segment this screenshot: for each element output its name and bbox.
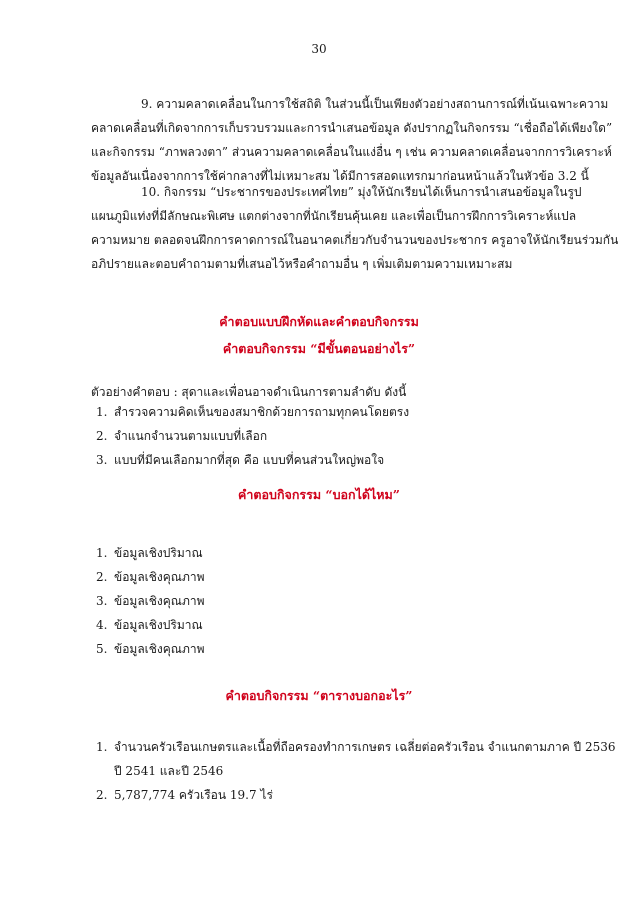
text-line: 9. ความคลาดเคลื่อนในการใช้สถิติ ในส่วนนี้เป็นเพียงตัวอย่างสถานการณ์ที่เน้นเฉพาะความ xyxy=(141,97,609,111)
paragraph-item-9 xyxy=(91,92,613,188)
list-item-continuation: ปี 2541 และปี 2546 xyxy=(114,764,224,778)
list-item: 3. ข้อมูลเชิงคุณภาพ xyxy=(96,594,205,608)
text-line: แผนภูมิแท่งที่มีลักษณะพิเศษ แตกต่างจากที่นักเรียนคุ้นเคย และเพื่อเป็นการฝึกการวิเคราะห์แปล xyxy=(91,209,577,223)
text-line: ข้อมูลอันเนื่องจากการใช้ค่ากลางที่ไม่เหมาะสม ได้มีการสอดแทรกมาก่อนหน้าแล้วในหัวข้อ 3.2 นี้ xyxy=(91,169,589,183)
paragraph-item-10 xyxy=(91,180,619,276)
list-item: 1. จำนวนครัวเรือนเกษตรและเนื้อที่ถือครองทำการเกษตร เฉลี่ยต่อครัวเรือน จำแนกตามภาค ปี 2536 ปี 2541 และปี 2546 xyxy=(96,735,616,783)
text-line: ความหมาย ตลอดจนฝึกการคาดการณ์ในอนาคตเกี่ยวกับจำนวนของประชากร ครูอาจให้นักเรียนร่วมกัน xyxy=(91,233,619,247)
section-heading-can-you-tell: คำตอบกิจกรรม “บอกได้ไหม” xyxy=(238,487,400,502)
main-heading: คำตอบแบบฝึกหัดและคำตอบกิจกรรม xyxy=(219,314,419,329)
text-line: และกิจกรรม “ภาพลวงตา” ส่วนความคลาดเคลื่อนในแง่อื่น ๆ เช่น ความคลาดเคลื่อนจากการวิเคราะห์ xyxy=(91,145,612,159)
section-heading-steps: คำตอบกิจกรรม “มีขั้นตอนอย่างไร” xyxy=(222,341,416,356)
list-item: 4. ข้อมูลเชิงปริมาณ xyxy=(96,618,203,632)
text-line: คลาดเคลื่อนที่เกิดจากการเก็บรวบรวมและการนำเสนอข้อมูล ดังปรากฏในกิจกรรม “เชื่อถือได้เพียงใด” xyxy=(91,121,613,135)
list-item: 1. ข้อมูลเชิงปริมาณ xyxy=(96,546,203,560)
data-type-answer-list xyxy=(96,541,205,661)
list-item: 5. ข้อมูลเชิงคุณภาพ xyxy=(96,642,205,656)
list-item: 2. จำแนกจำนวนตามแบบที่เลือก xyxy=(96,429,268,443)
list-item: 1. สำรวจความคิดเห็นของสมาชิกด้วยการถามทุกคนโดยตรง xyxy=(96,405,410,419)
steps-answer-list xyxy=(96,400,409,472)
table-answer-list xyxy=(96,735,616,807)
list-item: 2. ข้อมูลเชิงคุณภาพ xyxy=(96,570,205,584)
list-item: 2. 5,787,774 ครัวเรือน 19.7 ไร่ xyxy=(96,788,273,802)
section-heading-table: คำตอบกิจกรรม “ตารางบอกอะไร” xyxy=(225,688,413,703)
list-item: 3. แบบที่มีคนเลือกมากที่สุด คือ แบบที่คนส่วนใหญ่พอใจ xyxy=(96,453,385,467)
answer-intro: ตัวอย่างคำตอบ : สุดาและเพื่อนอาจดำเนินการตามลำดับ ดังนี้ xyxy=(91,385,407,399)
text-line: 10. กิจกรรม “ประชากรของประเทศไทย” มุ่งให้นักเรียนได้เห็นการนำเสนอข้อมูลในรูป xyxy=(141,185,582,199)
page-number: 30 xyxy=(311,42,327,56)
text-line: อภิปรายและตอบคำถามตามที่เสนอไว้หรือคำถามอื่น ๆ เพิ่มเติมตามความเหมาะสม xyxy=(91,257,513,271)
